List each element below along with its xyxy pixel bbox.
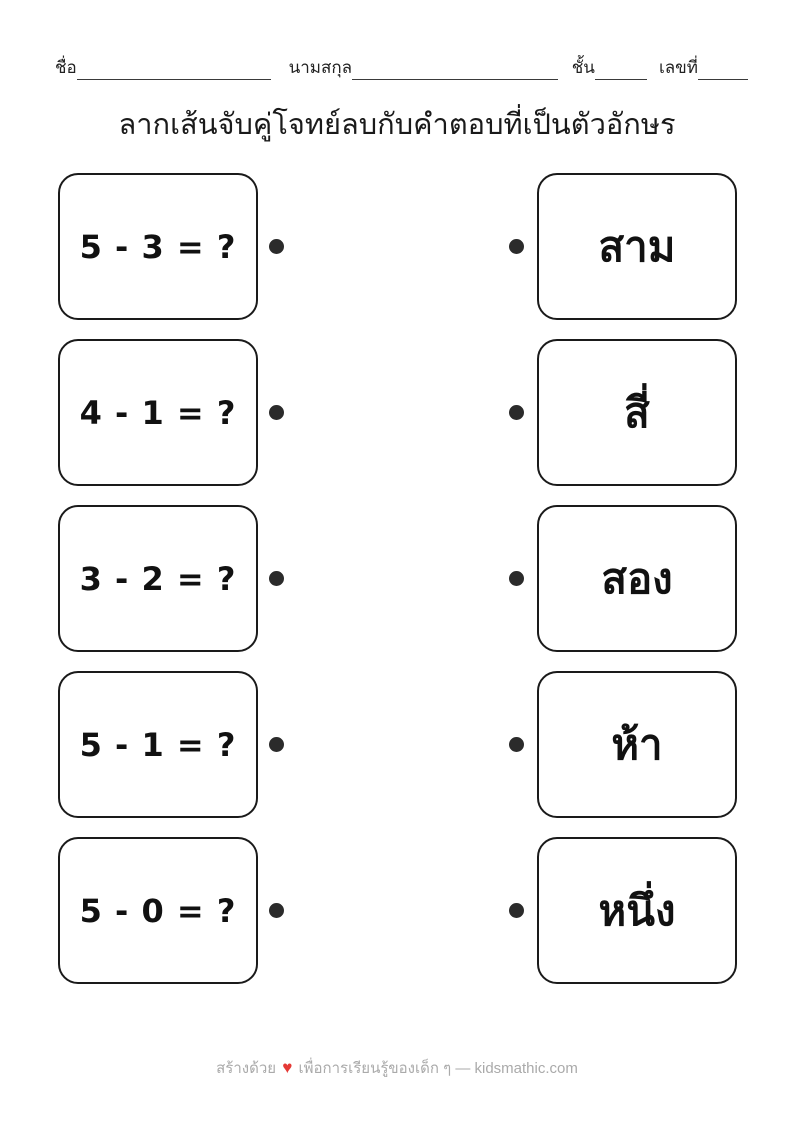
name-label: ชื่อ [55, 58, 77, 77]
surname-write-line[interactable] [352, 57, 558, 80]
number-label: เลขที่ [658, 58, 698, 77]
connect-dot-right[interactable] [509, 571, 524, 586]
heart-icon: ♥ [282, 1058, 293, 1077]
match-row-4 [58, 671, 737, 818]
answer-text: ห้า [611, 720, 663, 768]
answer-card[interactable] [537, 173, 737, 320]
problem-card[interactable] [58, 173, 258, 320]
answer-card[interactable] [537, 339, 737, 486]
connect-dot-left[interactable] [269, 737, 284, 752]
answer-side [509, 837, 737, 984]
name-write-line[interactable] [77, 57, 271, 80]
answer-side [509, 339, 737, 486]
footer-credit [0, 1056, 794, 1080]
answer-side [509, 505, 737, 652]
header-fields [55, 56, 748, 80]
problem-text: 4 - 1 = ? [79, 393, 237, 432]
connect-dot-left[interactable] [269, 571, 284, 586]
problem-card[interactable] [58, 505, 258, 652]
problem-side [58, 505, 284, 652]
answer-side [509, 173, 737, 320]
connect-dot-right[interactable] [509, 737, 524, 752]
matching-exercise [58, 173, 737, 1003]
problem-text: 3 - 2 = ? [79, 559, 237, 598]
surname-label: นามสกุล [288, 58, 353, 77]
footer-tagline: เพื่อการเรียนรู้ของเด็ก ๆ — kidsmathic.com [298, 1060, 578, 1077]
connect-dot-left[interactable] [269, 405, 284, 420]
problem-side [58, 837, 284, 984]
connect-dot-right[interactable] [509, 405, 524, 420]
match-row-3 [58, 505, 737, 652]
problem-text: 5 - 3 = ? [79, 227, 237, 266]
page-title: ลากเส้นจับคู่โจทย์ลบกับคำตอบที่เป็นตัวอักษร [118, 109, 676, 141]
answer-text: สี่ [624, 388, 650, 436]
answer-side [509, 671, 737, 818]
answer-card[interactable] [537, 837, 737, 984]
match-row-5 [58, 837, 737, 984]
problem-text: 5 - 1 = ? [79, 725, 237, 764]
problem-card[interactable] [58, 339, 258, 486]
answer-text: สอง [601, 554, 673, 602]
class-label: ชั้น [571, 58, 595, 77]
connect-dot-left[interactable] [269, 239, 284, 254]
problem-side [58, 339, 284, 486]
match-row-2 [58, 339, 737, 486]
match-row-1 [58, 173, 737, 320]
problem-card[interactable] [58, 671, 258, 818]
answer-text: สาม [598, 222, 676, 270]
connect-dot-right[interactable] [509, 239, 524, 254]
connect-dot-right[interactable] [509, 903, 524, 918]
answer-card[interactable] [537, 505, 737, 652]
class-write-line[interactable] [595, 57, 647, 80]
problem-side [58, 671, 284, 818]
number-write-line[interactable] [698, 57, 748, 80]
problem-text: 5 - 0 = ? [79, 891, 237, 930]
problem-side [58, 173, 284, 320]
answer-card[interactable] [537, 671, 737, 818]
answer-text: หนึ่ง [598, 886, 676, 934]
footer-created-with: สร้างด้วย [216, 1060, 277, 1077]
problem-card[interactable] [58, 837, 258, 984]
connect-dot-left[interactable] [269, 903, 284, 918]
